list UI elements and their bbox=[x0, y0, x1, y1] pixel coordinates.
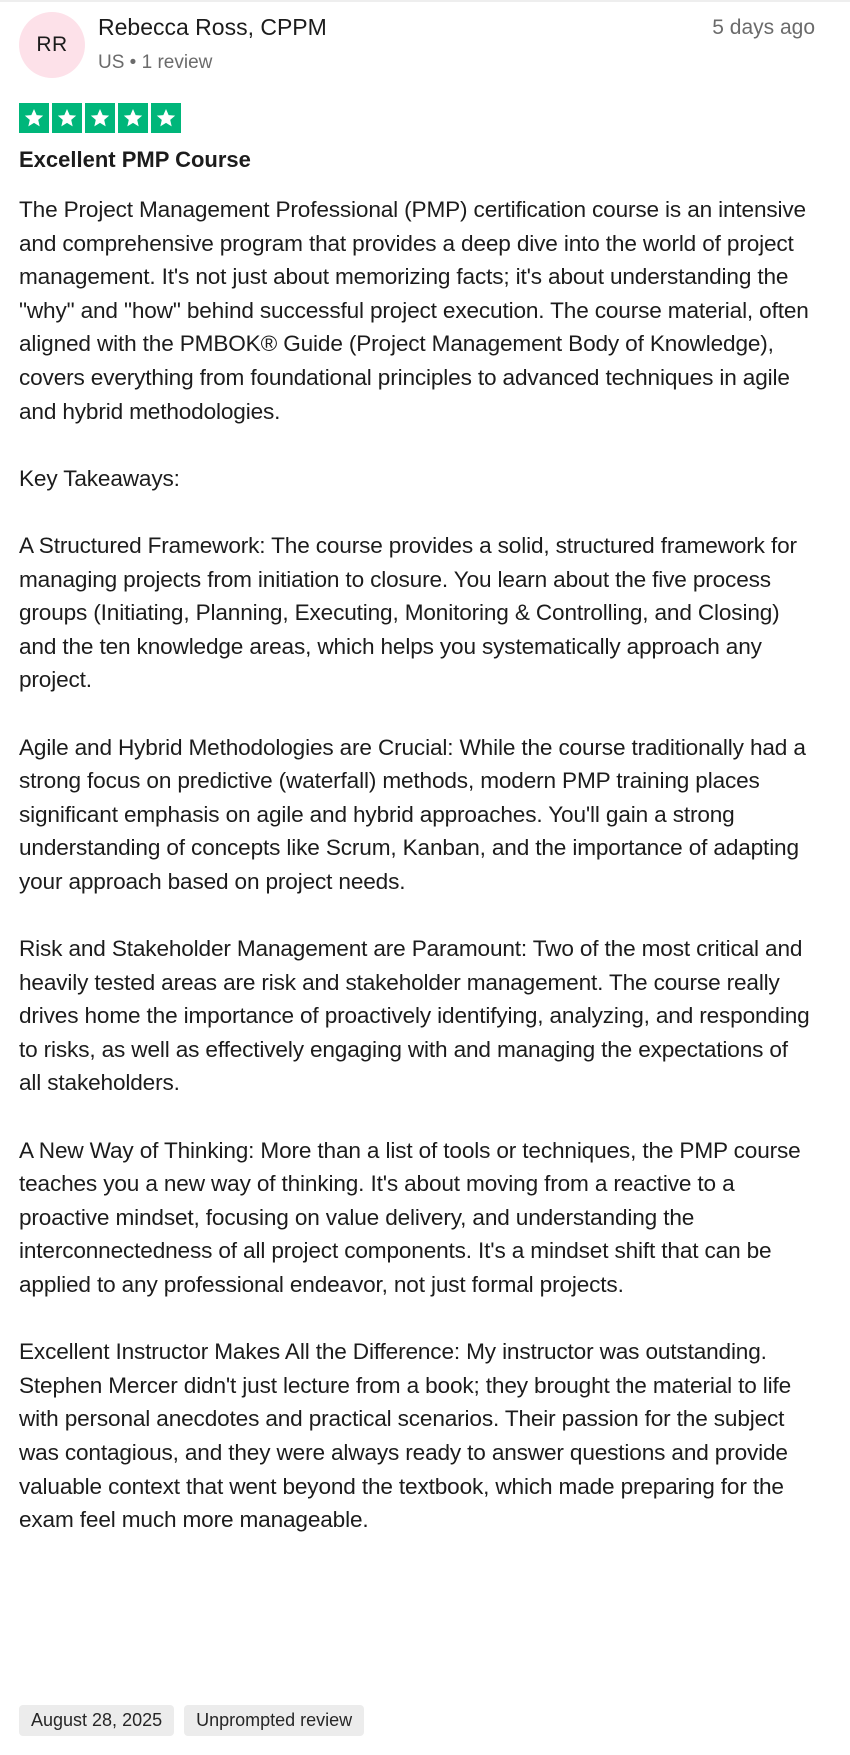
top-divider bbox=[0, 0, 850, 2]
experience-date-badge: August 28, 2025 bbox=[19, 1705, 174, 1736]
review-header bbox=[19, 12, 815, 80]
review-relative-date: 5 days ago bbox=[712, 16, 815, 39]
avatar[interactable]: RR bbox=[19, 12, 85, 78]
star-icon bbox=[151, 103, 181, 133]
unprompted-review-badge[interactable]: Unprompted review bbox=[184, 1705, 364, 1736]
review-paragraph: Key Takeaways: bbox=[19, 465, 180, 491]
reviewer-meta: US • 1 review bbox=[98, 52, 213, 73]
star-icon bbox=[52, 103, 82, 133]
review-title[interactable]: Excellent PMP Course bbox=[19, 147, 251, 172]
review-paragraph: Risk and Stakeholder Management are Paramount: Two of the most critical and heavily tested areas are risk and stakeholder management. The course really drives home the importance of proactively identifying, analyzing, and responding to risks, as well as effectively engaging with and managing the expectations of all stakeholders. bbox=[19, 936, 810, 1096]
review-paragraph: The Project Management Professional (PMP) certification course is an intensive and comprehensive program that provides a deep dive into the world of project management. It's not just about memorizing facts; it's about understanding the "why" and "how" behind successful project execution. The course material, often aligned with the PMBOK® Guide (Project Management Body of Knowledge), covers everything from foundational principles to advanced techniques in agile and hybrid methodologies. bbox=[19, 197, 809, 424]
star-icon bbox=[85, 103, 115, 133]
star-rating bbox=[19, 103, 181, 133]
star-icon bbox=[19, 103, 49, 133]
review-paragraph: A New Way of Thinking: More than a list of tools or techniques, the PMP course teaches you a new way of thinking. It's about moving from a reactive to a proactive mindset, focusing on value delivery, and understanding the interconnectedness of all project components. It's a mindset shift that can be applied to any professional endeavor, not just formal projects. bbox=[19, 1137, 801, 1297]
review-body bbox=[19, 193, 815, 1570]
review-card bbox=[19, 12, 815, 1730]
review-paragraph: Excellent Instructor Makes All the Difference: My instructor was outstanding. Stephen Mercer didn't just lecture from a book; they brought the material to life with personal anecdotes and practical scenarios. Their passion for the subject was contagious, and they were always ready to answer questions and provide valuable context that went beyond the textbook, which made preparing for the exam feel much more manageable. bbox=[19, 1339, 792, 1533]
review-tags bbox=[19, 1705, 364, 1736]
reviewer-name[interactable]: Rebecca Ross, CPPM bbox=[98, 14, 327, 40]
review-paragraph: A Structured Framework: The course provides a solid, structured framework for managing projects from initiation to closure. You learn about the five process groups (Initiating, Planning, Executing, Monitoring & Controlling, and Closing) and the ten knowledge areas, which helps you systematically approach any project. bbox=[19, 532, 797, 693]
review-paragraph: Agile and Hybrid Methodologies are Crucial: While the course traditionally had a strong focus on predictive (waterfall) methods, modern PMP training places significant emphasis on agile and hybrid approaches. You'll gain a strong understanding of concepts like Scrum, Kanban, and the importance of adapting your approach based on project needs. bbox=[19, 734, 806, 894]
star-icon bbox=[118, 103, 148, 133]
